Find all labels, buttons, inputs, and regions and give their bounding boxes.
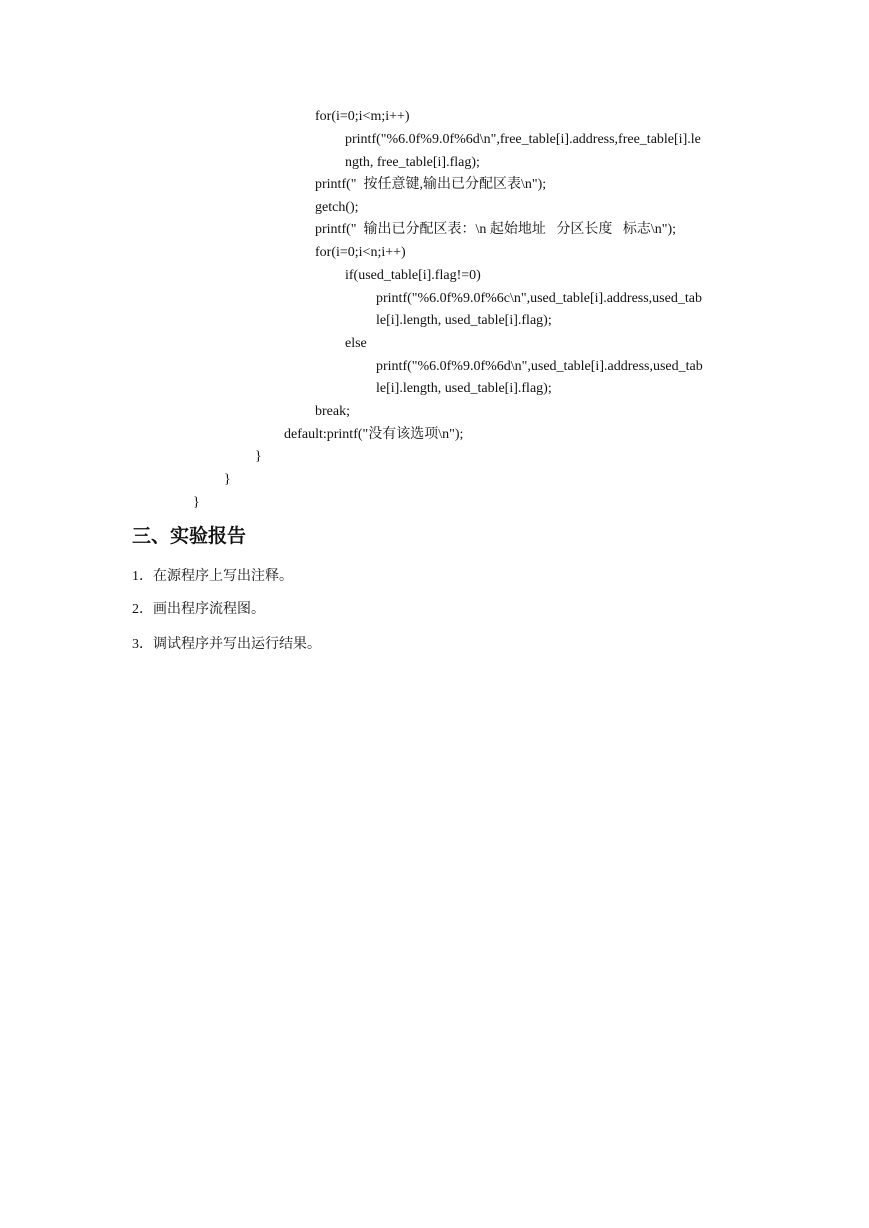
code-line: printf(" 输出已分配区表：\n 起始地址 分区长度 标志\n"); xyxy=(315,222,677,237)
code-line: for(i=0;i<n;i++) xyxy=(315,245,406,260)
code-line: printf("%6.0f%9.0f%6d\n",used_table[i].address,used_tab xyxy=(376,359,703,374)
code-line: getch(); xyxy=(315,200,359,215)
code-line: else xyxy=(345,336,367,351)
code-line: default:printf("没有该选项\n"); xyxy=(284,427,464,442)
code-line: for(i=0;i<m;i++) xyxy=(315,109,410,124)
code-line: printf("%6.0f%9.0f%6d\n",free_table[i].address,free_table[i].le xyxy=(345,132,701,147)
code-line: if(used_table[i].flag!=0) xyxy=(345,268,481,283)
report-item: 3．调试程序并写出运行结果。 xyxy=(132,637,321,652)
code-line: } xyxy=(193,495,200,510)
report-item: 2．画出程序流程图。 xyxy=(132,602,265,617)
code-line: } xyxy=(255,449,262,464)
code-line: printf(" 按任意键,输出已分配区表\n"); xyxy=(315,177,547,192)
code-line: le[i].length, used_table[i].flag); xyxy=(376,381,552,396)
report-item: 1．在源程序上写出注释。 xyxy=(132,569,293,584)
code-line: break; xyxy=(315,404,350,419)
code-line: printf("%6.0f%9.0f%6c\n",used_table[i].address,used_tab xyxy=(376,291,702,306)
section-heading: 三、实验报告 xyxy=(132,526,247,547)
code-line: } xyxy=(224,472,231,487)
code-line: le[i].length, used_table[i].flag); xyxy=(376,313,552,328)
code-line: ngth, free_table[i].flag); xyxy=(345,155,480,170)
